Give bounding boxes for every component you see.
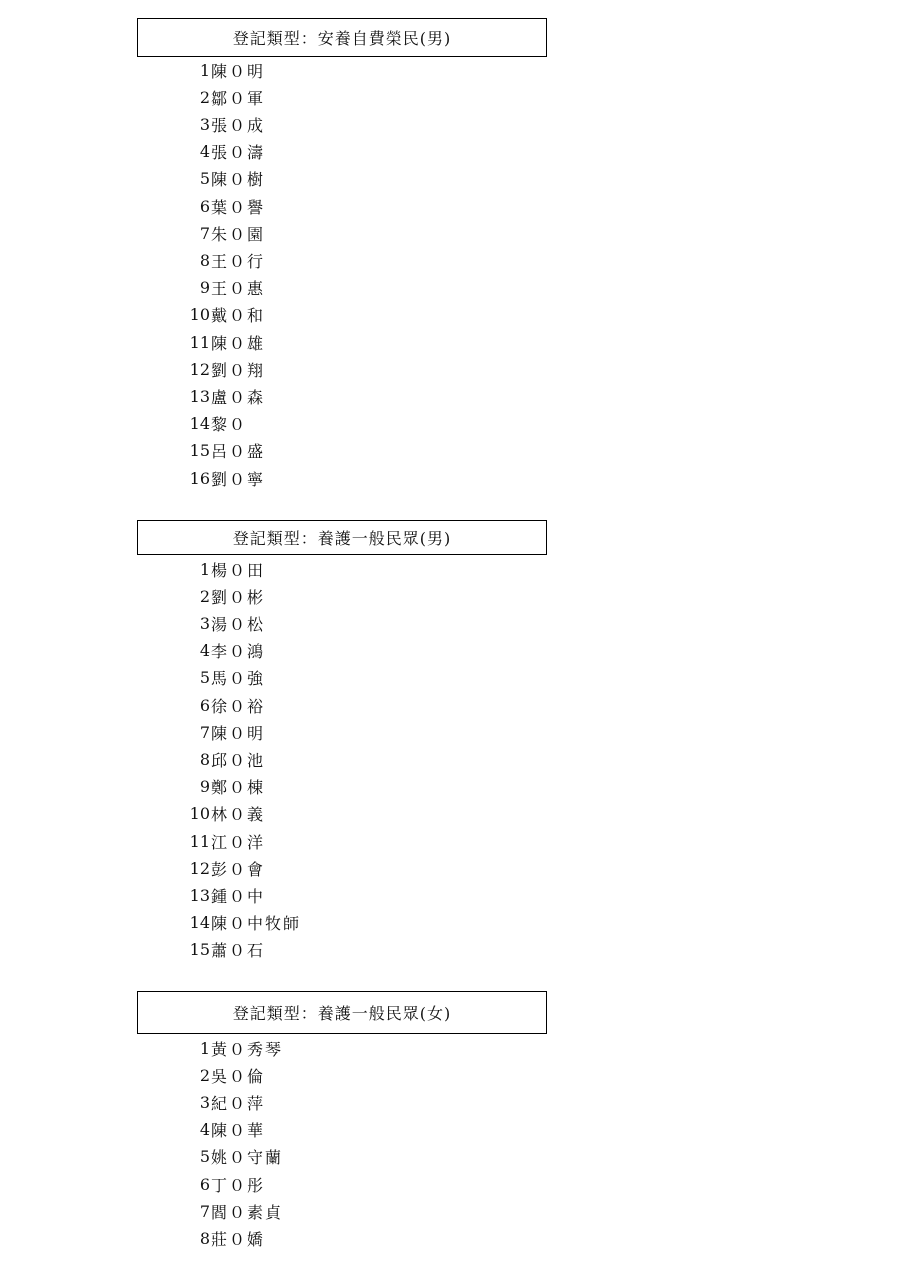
list-item — [160, 858, 265, 878]
entry-name: 楊０田 — [211, 560, 266, 580]
entry-number: 15 — [189, 441, 210, 461]
entry-number: 2 — [199, 1065, 210, 1085]
entry-number: 9 — [199, 777, 210, 797]
list-item — [160, 60, 265, 80]
entry-number: 4 — [199, 142, 210, 162]
entry-number: 1 — [199, 559, 210, 579]
entry-number: 4 — [199, 1120, 210, 1140]
entry-name: 陳０華 — [211, 1121, 266, 1141]
entry-name: 蕭０石 — [211, 941, 266, 961]
entry-name: 黎０ — [211, 415, 248, 435]
list-item — [160, 641, 265, 661]
entry-number: 10 — [189, 305, 210, 325]
entry-number: 11 — [189, 831, 210, 851]
list-item — [160, 668, 265, 688]
list-item — [160, 468, 265, 488]
registration-type-header: 登記類型：養護一般民眾(女) — [137, 991, 547, 1034]
entry-name: 張０濤 — [211, 143, 266, 163]
list-item — [160, 332, 265, 352]
entry-name: 紀０萍 — [211, 1093, 266, 1113]
list-item — [160, 1228, 265, 1248]
list-item — [160, 913, 301, 933]
entry-name: 馬０強 — [211, 669, 266, 689]
entry-name: 黃０秀琴 — [211, 1039, 284, 1059]
entry-name: 閻０素貞 — [211, 1202, 284, 1222]
entry-name: 戴０和 — [211, 306, 266, 326]
entry-number: 13 — [189, 885, 210, 905]
entry-number: 3 — [199, 613, 210, 633]
entry-name: 徐０裕 — [211, 696, 266, 716]
entry-name: 鄭０棟 — [211, 778, 266, 798]
entry-number: 13 — [189, 386, 210, 406]
entry-name: 丁０彤 — [211, 1175, 266, 1195]
entry-name: 張０成 — [211, 115, 266, 135]
list-item — [160, 223, 265, 243]
entry-name: 陳０明 — [211, 723, 266, 743]
list-item — [160, 1065, 265, 1085]
entry-number: 14 — [189, 913, 210, 933]
entry-number: 7 — [199, 223, 210, 243]
list-item — [160, 169, 265, 189]
list-item — [160, 1120, 265, 1140]
entry-number: 7 — [199, 722, 210, 742]
entry-name: 劉０彬 — [211, 587, 266, 607]
list-item — [160, 196, 265, 216]
entry-number: 8 — [199, 1228, 210, 1248]
list-item — [160, 1092, 265, 1112]
entry-name: 陳０樹 — [211, 170, 266, 190]
entry-name: 江０洋 — [211, 832, 266, 852]
list-item — [160, 804, 265, 824]
entry-number: 1 — [199, 60, 210, 80]
entry-name: 邱０池 — [211, 750, 266, 770]
entry-name: 劉０翔 — [211, 360, 266, 380]
entry-number: 5 — [199, 1147, 210, 1167]
entry-number: 2 — [199, 586, 210, 606]
entry-name: 鍾０中 — [211, 886, 266, 906]
entry-name: 葉０譽 — [211, 197, 266, 217]
list-item — [160, 940, 265, 960]
entry-number: 12 — [189, 858, 210, 878]
entry-number: 11 — [189, 332, 210, 352]
entry-name: 盧０森 — [211, 387, 266, 407]
registration-type-header: 登記類型：養護一般民眾(男) — [137, 520, 547, 555]
entry-name: 湯０松 — [211, 614, 266, 634]
list-item — [160, 885, 265, 905]
list-item — [160, 359, 265, 379]
entry-number: 15 — [189, 940, 210, 960]
list-item — [160, 613, 265, 633]
entry-name: 彭０會 — [211, 859, 266, 879]
entry-number: 8 — [199, 749, 210, 769]
list-item — [160, 142, 265, 162]
entry-name: 王０行 — [211, 251, 266, 271]
entry-number: 4 — [199, 641, 210, 661]
entry-name: 鄒０軍 — [211, 88, 266, 108]
entry-name: 李０鴻 — [211, 642, 266, 662]
entry-name: 姚０守蘭 — [211, 1148, 284, 1168]
registration-type-header: 登記類型：安養自費榮民(男) — [137, 18, 547, 57]
list-item — [160, 586, 265, 606]
entry-name: 呂０盛 — [211, 442, 266, 462]
list-item — [160, 749, 265, 769]
entry-name: 陳０中牧師 — [211, 914, 302, 934]
list-item — [160, 441, 265, 461]
entry-name: 王０惠 — [211, 279, 266, 299]
list-item — [160, 87, 265, 107]
entry-number: 12 — [189, 359, 210, 379]
list-item — [160, 1147, 283, 1167]
entry-number: 14 — [189, 414, 210, 434]
entry-number: 5 — [199, 169, 210, 189]
list-item — [160, 114, 265, 134]
entry-name: 陳０明 — [211, 61, 266, 81]
entry-name: 劉０寧 — [211, 469, 266, 489]
entry-number: 3 — [199, 1092, 210, 1112]
entry-name: 吳０倫 — [211, 1066, 266, 1086]
entry-name: 莊０嬌 — [211, 1229, 266, 1249]
list-item — [160, 777, 265, 797]
list-item — [160, 1174, 265, 1194]
entry-number: 6 — [199, 1174, 210, 1194]
list-item — [160, 695, 265, 715]
list-item — [160, 414, 247, 434]
entry-number: 5 — [199, 668, 210, 688]
entry-number: 6 — [199, 196, 210, 216]
entry-name: 朱０園 — [211, 224, 266, 244]
entry-name: 陳０雄 — [211, 333, 266, 353]
entry-number: 1 — [199, 1038, 210, 1058]
list-item — [160, 722, 265, 742]
list-item — [160, 386, 265, 406]
entry-number: 16 — [189, 468, 210, 488]
entry-number: 8 — [199, 250, 210, 270]
list-item — [160, 305, 265, 325]
entry-number: 9 — [199, 278, 210, 298]
list-item — [160, 1201, 283, 1221]
entry-number: 6 — [199, 695, 210, 715]
list-item — [160, 278, 265, 298]
entry-number: 2 — [199, 87, 210, 107]
list-item — [160, 831, 265, 851]
entry-number: 7 — [199, 1201, 210, 1221]
entry-name: 林０義 — [211, 805, 266, 825]
list-item — [160, 250, 265, 270]
entry-number: 3 — [199, 114, 210, 134]
list-item — [160, 1038, 283, 1058]
list-item — [160, 559, 265, 579]
entry-number: 10 — [189, 804, 210, 824]
